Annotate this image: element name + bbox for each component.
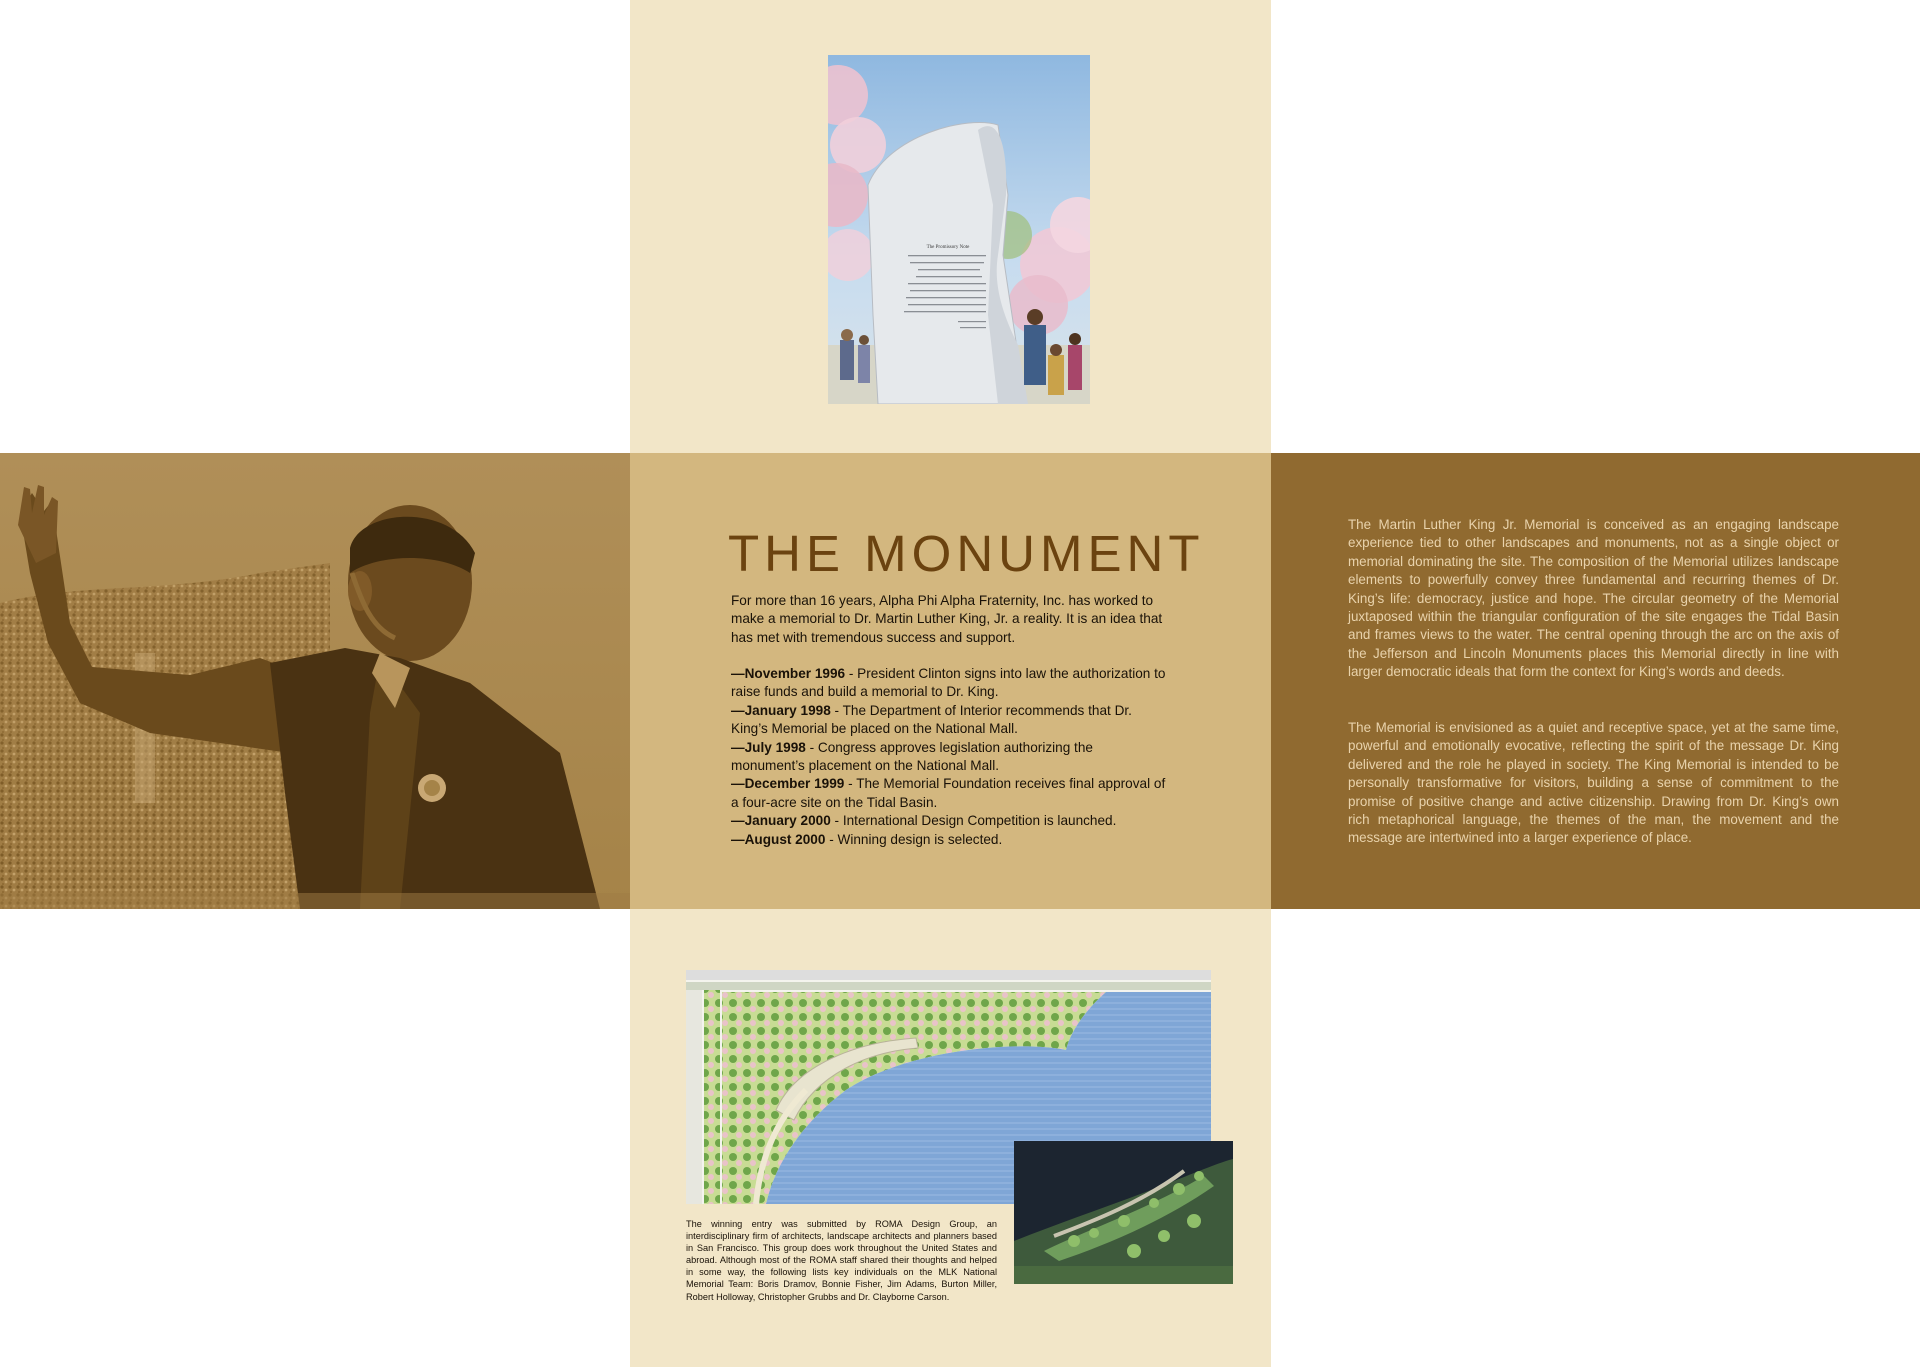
timeline-item [731,665,1166,702]
description-paragraph-2: The Memorial is envisioned as a quiet and receptive space, yet at the same time, powerful and emotionally evocative, reflecting the spirit of the message Dr. King delivered and the role he played in society. The King Memorial is intended to be personally transformative for visitors, building a sense of commitment to the promise of positive change and active citizenship. Drawing from Dr. King’s own rich metaphorical language, the themes of the man, the movement and the message are intertwined into a larger experience of place. [1348,720,1839,846]
timeline-text: - The Memorial Foundation receives final approval of a four-acre site on the Tidal Basin. [731,776,1166,810]
timeline-item [731,739,1166,776]
timeline-date: —July 1998 [731,739,806,755]
timeline-text: - Winning design is selected. [825,831,1003,847]
timeline-item [731,775,1166,812]
timeline-list [731,665,1166,849]
timeline-date: —August 2000 [731,831,826,847]
timeline-date: —December 1999 [731,776,845,792]
intro-paragraph: For more than 16 years, Alpha Phi Alpha Fraternity, Inc. has worked to make a memorial to Dr. Martin Luther King, Jr. a reality. It is an idea that has met with tremendous success and support. [731,593,1163,645]
memorial-illustration [828,55,1090,404]
timeline-text: - The Department of Interior recommends that Dr. King’s Memorial be placed on the National Mall. [731,702,1132,737]
timeline-text: - International Design Competition is launched. [830,813,1117,829]
timeline-item [731,812,1166,830]
timeline-text: - Congress approves legislation authorizing the monument’s placement on the National Mall. [731,739,1093,774]
caption-text: The winning entry was submitted by ROMA Design Group, an interdisciplinary firm of architects, landscape architects and planners based in San Francisco. This group does work throughout the United States and abroad. Although most of the ROMA staff shared their thoughts and helped in some way, the following lists key individuals on the MLK National Memorial Team: Boris Dramov, Bonnie Fisher, Jim Adams, Burton Miller, Robert Holloway, Christopher Grubbs and Dr. Clayborne Carson. [686,1219,997,1302]
page-title: THE MONUMENT [728,525,1205,582]
timeline-date: —November 1996 [731,666,846,681]
mlk-photo [0,453,630,909]
timeline-item [731,702,1166,739]
description-paragraph-1: The Martin Luther King Jr. Memorial is conceived as an engaging landscape experience tied to other landscapes and monuments, not as a single object or memorial dominating the site. The composition of the Memorial utilizes landscape elements to powerfully convey three fundamental and recurring themes of Dr. King’s life: democracy, justice and hope. The circular geometry of the Memorial juxtaposed within the triangular configuration of the site engages the Tidal Basin and frames views to the water. The central opening through the arc on the axis of the Jefferson and Lincoln Monuments places this Memorial directly in line with larger democratic ideals that form the context for King’s words and deeds. [1348,517,1839,680]
model-photo [1014,1141,1233,1284]
timeline-text: - President Clinton signs into law the authorization to raise funds and build a memorial to Dr. King. [731,666,1166,700]
inscription-title: The Promissory Note [926,245,970,250]
timeline-item [731,831,1166,849]
timeline-date: —January 2000 [731,813,831,829]
timeline-date: —January 1998 [731,702,831,718]
